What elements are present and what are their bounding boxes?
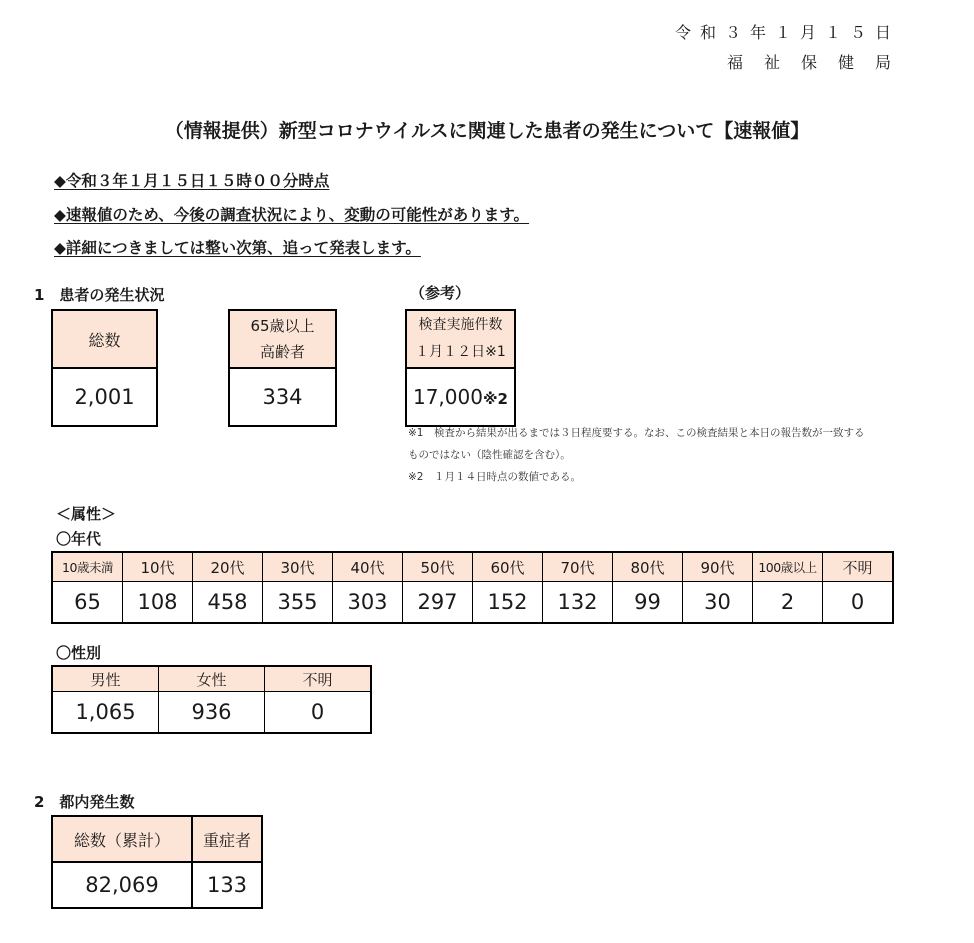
- section1-heading: 1 患者の発生状況: [34, 286, 165, 304]
- note-details: ◆詳細につきましては整い次第、追って発表します。: [54, 239, 421, 257]
- section2-heading: 2 都内発生数: [34, 793, 135, 811]
- age-value: 303: [333, 582, 403, 624]
- gender-value-unknown: 0: [265, 692, 372, 734]
- age-label: 20代: [193, 552, 263, 582]
- age-label: 10歳未満: [52, 552, 123, 582]
- age-value: 0: [823, 582, 894, 624]
- gender-table: [51, 665, 372, 734]
- age-value: 132: [543, 582, 613, 624]
- total-box: [51, 309, 158, 427]
- age-label: 不明: [823, 552, 894, 582]
- tokyo-table: [51, 815, 263, 909]
- gender-label-unknown: 不明: [265, 666, 372, 692]
- age-value: 297: [403, 582, 473, 624]
- age-label: 100歳以上: [753, 552, 823, 582]
- age-table: [51, 551, 894, 624]
- elderly-box: [228, 309, 337, 427]
- age-value: 2: [753, 582, 823, 624]
- age-value: 65: [52, 582, 123, 624]
- age-heading: 〇年代: [56, 530, 102, 548]
- elderly-label: 65歳以上 高齢者: [229, 310, 336, 368]
- tests-label: 検査実施件数 １月１２日※1: [406, 310, 515, 368]
- report-date: 令和３年１月１５日: [674, 23, 900, 42]
- note-timestamp: ◆令和３年１月１５日１５時００分時点: [54, 172, 330, 190]
- age-label: 60代: [473, 552, 543, 582]
- age-value: 30: [683, 582, 753, 624]
- document-title: （情報提供）新型コロナウイルスに関連した患者の発生について【速報値】: [164, 120, 810, 142]
- gender-label-male: 男性: [52, 666, 159, 692]
- gender-value-male: 1,065: [52, 692, 159, 734]
- tests-box: [405, 309, 516, 427]
- age-label: 90代: [683, 552, 753, 582]
- severe-value: 133: [192, 862, 262, 908]
- gender-value-female: 936: [159, 692, 265, 734]
- age-value: 458: [193, 582, 263, 624]
- tests-value: 17,000※2: [406, 368, 515, 426]
- note-preliminary: ◆速報値のため、今後の調査状況により、変動の可能性があります。: [54, 206, 530, 224]
- age-label: 70代: [543, 552, 613, 582]
- gender-heading: 〇性別: [56, 644, 102, 662]
- attributes-heading: ＜属性＞: [56, 505, 117, 523]
- age-label: 50代: [403, 552, 473, 582]
- age-value: 355: [263, 582, 333, 624]
- cumulative-label: 総数（累計）: [52, 816, 192, 862]
- age-value: 99: [613, 582, 683, 624]
- organization: 福祉保健局: [726, 53, 912, 72]
- footnotes: ※1 検査から結果が出るまでは３日程度要する。なお、この検査結果と本日の報告数が一致する ものではない（陰性確認を含む）。 ※2 １月１４日時点の数値である。: [408, 427, 865, 483]
- total-label: 総数: [52, 310, 157, 368]
- age-label: 40代: [333, 552, 403, 582]
- severe-label: 重症者: [192, 816, 262, 862]
- gender-label-female: 女性: [159, 666, 265, 692]
- total-value: 2,001: [52, 368, 157, 426]
- cumulative-value: 82,069: [52, 862, 192, 908]
- age-label: 10代: [123, 552, 193, 582]
- age-label: 30代: [263, 552, 333, 582]
- age-value: 152: [473, 582, 543, 624]
- elderly-value: 334: [229, 368, 336, 426]
- reference-heading: （参考）: [410, 284, 471, 302]
- age-label: 80代: [613, 552, 683, 582]
- age-value: 108: [123, 582, 193, 624]
